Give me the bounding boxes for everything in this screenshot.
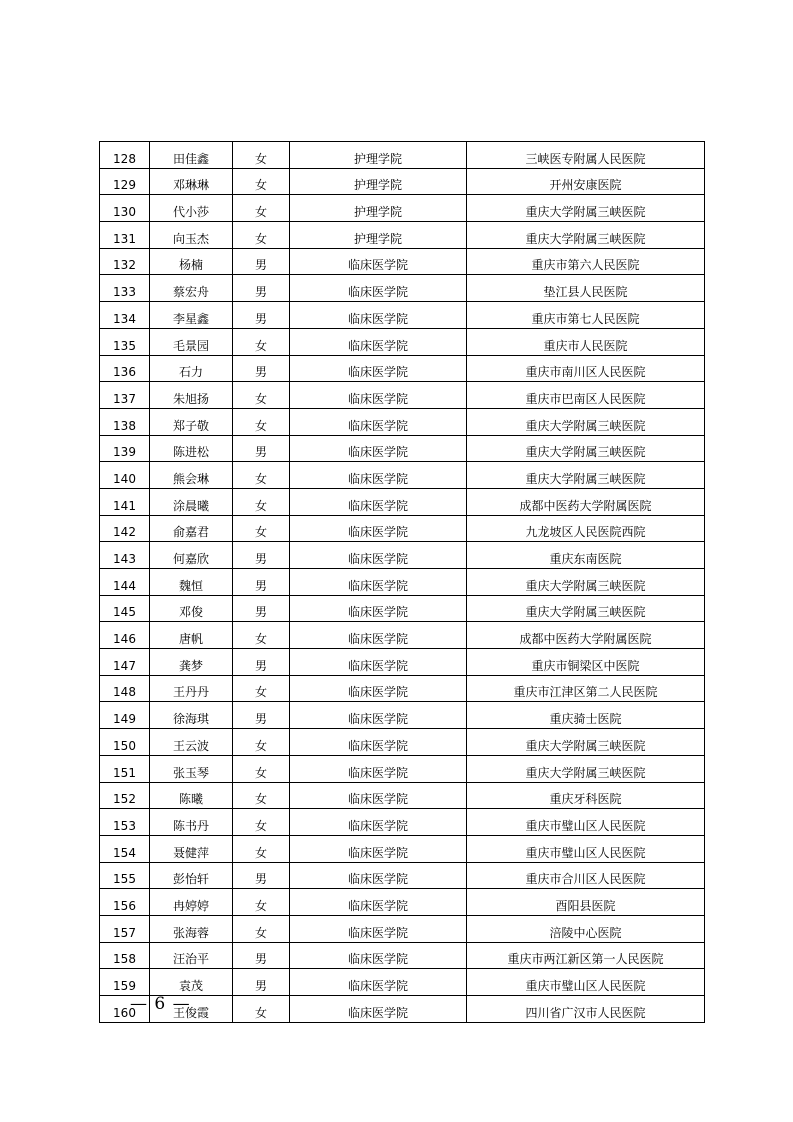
gender-cell: 男	[233, 569, 290, 596]
table-row	[100, 248, 705, 275]
gender-cell: 男	[233, 862, 290, 889]
hospital-cell: 重庆东南医院	[467, 542, 705, 569]
table-row	[100, 435, 705, 462]
table-row	[100, 649, 705, 676]
table-row	[100, 782, 705, 809]
school-cell: 临床医学院	[290, 382, 467, 409]
gender-cell: 女	[233, 622, 290, 649]
name-cell: 郑子敬	[150, 408, 233, 435]
school-cell: 临床医学院	[290, 782, 467, 809]
school-cell: 临床医学院	[290, 809, 467, 836]
row-number-cell: 138	[100, 408, 150, 435]
school-cell: 护理学院	[290, 168, 467, 195]
table-row	[100, 942, 705, 969]
name-cell: 王俊霞	[150, 996, 233, 1023]
row-number-cell: 148	[100, 675, 150, 702]
row-number-cell: 137	[100, 382, 150, 409]
school-cell: 护理学院	[290, 222, 467, 249]
table-row	[100, 542, 705, 569]
row-number-cell: 135	[100, 328, 150, 355]
hospital-cell: 重庆市两江新区第一人民医院	[467, 942, 705, 969]
row-number-cell: 143	[100, 542, 150, 569]
table-row	[100, 408, 705, 435]
name-cell: 邓琳琳	[150, 168, 233, 195]
table-row	[100, 969, 705, 996]
gender-cell: 女	[233, 889, 290, 916]
hospital-cell: 重庆市璧山区人民医院	[467, 969, 705, 996]
hospital-cell: 重庆牙科医院	[467, 782, 705, 809]
hospital-cell: 九龙坡区人民医院西院	[467, 515, 705, 542]
school-cell: 临床医学院	[290, 862, 467, 889]
name-cell: 彭怡轩	[150, 862, 233, 889]
name-cell: 唐帆	[150, 622, 233, 649]
school-cell: 临床医学院	[290, 275, 467, 302]
hospital-cell: 四川省广汉市人民医院	[467, 996, 705, 1023]
name-cell: 张玉琴	[150, 755, 233, 782]
school-cell: 临床医学院	[290, 355, 467, 382]
school-cell: 临床医学院	[290, 889, 467, 916]
gender-cell: 男	[233, 702, 290, 729]
table-row	[100, 488, 705, 515]
row-number-cell: 152	[100, 782, 150, 809]
gender-cell: 女	[233, 996, 290, 1023]
name-cell: 涂晨曦	[150, 488, 233, 515]
row-number-cell: 145	[100, 595, 150, 622]
row-number-cell: 139	[100, 435, 150, 462]
table-row	[100, 622, 705, 649]
row-number-cell: 155	[100, 862, 150, 889]
hospital-cell: 重庆大学附属三峡医院	[467, 222, 705, 249]
gender-cell: 男	[233, 649, 290, 676]
school-cell: 临床医学院	[290, 569, 467, 596]
hospital-cell: 重庆市铜梁区中医院	[467, 649, 705, 676]
row-number-cell: 151	[100, 755, 150, 782]
school-cell: 临床医学院	[290, 488, 467, 515]
school-cell: 临床医学院	[290, 729, 467, 756]
gender-cell: 女	[233, 755, 290, 782]
row-number-cell: 146	[100, 622, 150, 649]
hospital-cell: 重庆市合川区人民医院	[467, 862, 705, 889]
school-cell: 临床医学院	[290, 248, 467, 275]
gender-cell: 男	[233, 275, 290, 302]
gender-cell: 男	[233, 969, 290, 996]
hospital-cell: 开州安康医院	[467, 168, 705, 195]
gender-cell: 男	[233, 248, 290, 275]
row-number-cell: 130	[100, 195, 150, 222]
hospital-cell: 重庆市第六人民医院	[467, 248, 705, 275]
table-row	[100, 862, 705, 889]
row-number-cell: 156	[100, 889, 150, 916]
table-row	[100, 355, 705, 382]
gender-cell: 男	[233, 595, 290, 622]
table-row	[100, 142, 705, 169]
gender-cell: 男	[233, 435, 290, 462]
name-cell: 魏恒	[150, 569, 233, 596]
gender-cell: 女	[233, 675, 290, 702]
gender-cell: 女	[233, 809, 290, 836]
table-row	[100, 168, 705, 195]
hospital-cell: 成都中医药大学附属医院	[467, 622, 705, 649]
row-number-cell: 153	[100, 809, 150, 836]
hospital-cell: 重庆大学附属三峡医院	[467, 195, 705, 222]
table-row	[100, 755, 705, 782]
table-row	[100, 275, 705, 302]
hospital-cell: 重庆市第七人民医院	[467, 302, 705, 329]
school-cell: 临床医学院	[290, 675, 467, 702]
name-cell: 熊会琳	[150, 462, 233, 489]
row-number-cell: 158	[100, 942, 150, 969]
school-cell: 临床医学院	[290, 515, 467, 542]
hospital-cell: 重庆市江津区第二人民医院	[467, 675, 705, 702]
name-cell: 徐海琪	[150, 702, 233, 729]
gender-cell: 男	[233, 542, 290, 569]
row-number-cell: 141	[100, 488, 150, 515]
school-cell: 护理学院	[290, 195, 467, 222]
row-number-cell: 129	[100, 168, 150, 195]
row-number-cell: 147	[100, 649, 150, 676]
gender-cell: 男	[233, 355, 290, 382]
school-cell: 临床医学院	[290, 595, 467, 622]
gender-cell: 女	[233, 835, 290, 862]
table-row	[100, 328, 705, 355]
table-row	[100, 462, 705, 489]
row-number-cell: 142	[100, 515, 150, 542]
name-cell: 何嘉欣	[150, 542, 233, 569]
name-cell: 汪治平	[150, 942, 233, 969]
name-cell: 李星鑫	[150, 302, 233, 329]
table-row	[100, 809, 705, 836]
table-row	[100, 915, 705, 942]
hospital-cell: 重庆大学附属三峡医院	[467, 408, 705, 435]
name-cell: 陈进松	[150, 435, 233, 462]
gender-cell: 女	[233, 142, 290, 169]
school-cell: 临床医学院	[290, 942, 467, 969]
table-row	[100, 729, 705, 756]
hospital-cell: 重庆大学附属三峡医院	[467, 729, 705, 756]
roster-table	[99, 141, 705, 1023]
hospital-cell: 重庆大学附属三峡医院	[467, 569, 705, 596]
name-cell: 邓俊	[150, 595, 233, 622]
name-cell: 杨楠	[150, 248, 233, 275]
school-cell: 临床医学院	[290, 302, 467, 329]
gender-cell: 女	[233, 729, 290, 756]
name-cell: 聂健萍	[150, 835, 233, 862]
hospital-cell: 三峡医专附属人民医院	[467, 142, 705, 169]
name-cell: 石力	[150, 355, 233, 382]
hospital-cell: 成都中医药大学附属医院	[467, 488, 705, 515]
hospital-cell: 重庆骑士医院	[467, 702, 705, 729]
row-number-cell: 154	[100, 835, 150, 862]
page-number: — 6 —	[130, 994, 191, 1014]
school-cell: 临床医学院	[290, 755, 467, 782]
table-row	[100, 302, 705, 329]
hospital-cell: 重庆大学附属三峡医院	[467, 435, 705, 462]
gender-cell: 女	[233, 915, 290, 942]
hospital-cell: 重庆市南川区人民医院	[467, 355, 705, 382]
gender-cell: 女	[233, 382, 290, 409]
hospital-cell: 涪陵中心医院	[467, 915, 705, 942]
table-row	[100, 569, 705, 596]
name-cell: 王云波	[150, 729, 233, 756]
school-cell: 临床医学院	[290, 542, 467, 569]
name-cell: 袁茂	[150, 969, 233, 996]
name-cell: 向玉杰	[150, 222, 233, 249]
school-cell: 临床医学院	[290, 915, 467, 942]
gender-cell: 男	[233, 942, 290, 969]
name-cell: 张海蓉	[150, 915, 233, 942]
row-number-cell: 150	[100, 729, 150, 756]
table-row	[100, 702, 705, 729]
hospital-cell: 重庆市人民医院	[467, 328, 705, 355]
hospital-cell: 酉阳县医院	[467, 889, 705, 916]
hospital-cell: 垫江县人民医院	[467, 275, 705, 302]
gender-cell: 女	[233, 222, 290, 249]
gender-cell: 女	[233, 168, 290, 195]
table-row	[100, 835, 705, 862]
school-cell: 临床医学院	[290, 462, 467, 489]
gender-cell: 女	[233, 488, 290, 515]
school-cell: 护理学院	[290, 142, 467, 169]
row-number-cell: 144	[100, 569, 150, 596]
hospital-cell: 重庆大学附属三峡医院	[467, 755, 705, 782]
row-number-cell: 149	[100, 702, 150, 729]
school-cell: 临床医学院	[290, 649, 467, 676]
name-cell: 龚梦	[150, 649, 233, 676]
school-cell: 临床医学院	[290, 435, 467, 462]
school-cell: 临床医学院	[290, 835, 467, 862]
row-number-cell: 159	[100, 969, 150, 996]
school-cell: 临床医学院	[290, 408, 467, 435]
hospital-cell: 重庆市璧山区人民医院	[467, 809, 705, 836]
table-row	[100, 675, 705, 702]
school-cell: 临床医学院	[290, 996, 467, 1023]
name-cell: 冉婷婷	[150, 889, 233, 916]
table-row	[100, 595, 705, 622]
table-row	[100, 515, 705, 542]
school-cell: 临床医学院	[290, 328, 467, 355]
gender-cell: 女	[233, 515, 290, 542]
table-row	[100, 382, 705, 409]
gender-cell: 女	[233, 195, 290, 222]
name-cell: 朱旭扬	[150, 382, 233, 409]
row-number-cell: 132	[100, 248, 150, 275]
row-number-cell: 136	[100, 355, 150, 382]
row-number-cell: 157	[100, 915, 150, 942]
table-row	[100, 222, 705, 249]
row-number-cell: 128	[100, 142, 150, 169]
name-cell: 蔡宏舟	[150, 275, 233, 302]
name-cell: 田佳鑫	[150, 142, 233, 169]
roster-body	[100, 142, 705, 1023]
row-number-cell: 133	[100, 275, 150, 302]
hospital-cell: 重庆大学附属三峡医院	[467, 595, 705, 622]
row-number-cell: 134	[100, 302, 150, 329]
gender-cell: 女	[233, 408, 290, 435]
row-number-cell: 160	[100, 996, 150, 1023]
table-row	[100, 889, 705, 916]
gender-cell: 女	[233, 462, 290, 489]
name-cell: 王丹丹	[150, 675, 233, 702]
name-cell: 俞嘉君	[150, 515, 233, 542]
school-cell: 临床医学院	[290, 969, 467, 996]
gender-cell: 女	[233, 328, 290, 355]
name-cell: 毛景园	[150, 328, 233, 355]
row-number-cell: 131	[100, 222, 150, 249]
name-cell: 代小莎	[150, 195, 233, 222]
name-cell: 陈书丹	[150, 809, 233, 836]
table-row	[100, 195, 705, 222]
hospital-cell: 重庆大学附属三峡医院	[467, 462, 705, 489]
row-number-cell: 140	[100, 462, 150, 489]
hospital-cell: 重庆市璧山区人民医院	[467, 835, 705, 862]
gender-cell: 男	[233, 302, 290, 329]
school-cell: 临床医学院	[290, 702, 467, 729]
name-cell: 陈曦	[150, 782, 233, 809]
hospital-cell: 重庆市巴南区人民医院	[467, 382, 705, 409]
gender-cell: 女	[233, 782, 290, 809]
school-cell: 临床医学院	[290, 622, 467, 649]
